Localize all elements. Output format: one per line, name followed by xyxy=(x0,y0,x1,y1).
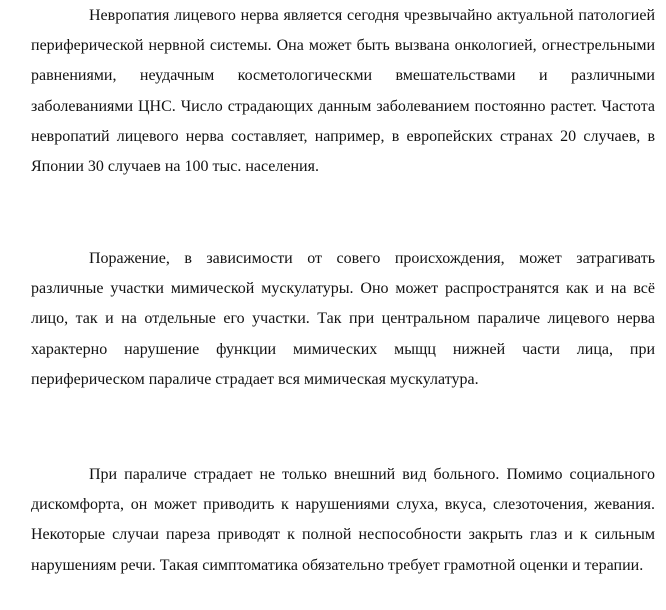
paragraph-1: Невропатия лицевого нерва является сегодня чрезвычайно актуальной патологией периферической нервной системы. Она может быть вызвана онкологией, огнестрельными равнениями, неудачным косметологическми вмешательствами и различными заболеваниями ЦНС. Число страдающих данным заболеванием постоянно растет. Частота невропатий лицевого нерва составляет, например, в европейских странах 20 случаев, в Японии 30 случаев на 100 тыс. населения. xyxy=(31,7,655,176)
paragraph-3: При параличе страдает не только внешний вид больного. Помимо социального дискомфорта, он может приводить к нарушениями слуха, вкуса, слезоточения, жевания. Некоторые случаи пареза приводят к полной неспособности закрыть глаз и к сильным нарушениям речи. Такая симптоматика обязательно требует грамотной оценки и терапии. xyxy=(31,466,655,574)
paragraph-2: Поражение, в зависимости от совего происхождения, может затрагивать различные участки мимической мускулатуры. Оно может распространятся как и на всё лицо, так и на отдельные его участки. Так при центральном параличе лицевого нерва характерно нарушение функции мимических мыщц нижней части лица, при периферическом параличе страдает вся мимическая мускулатура. xyxy=(31,250,655,388)
